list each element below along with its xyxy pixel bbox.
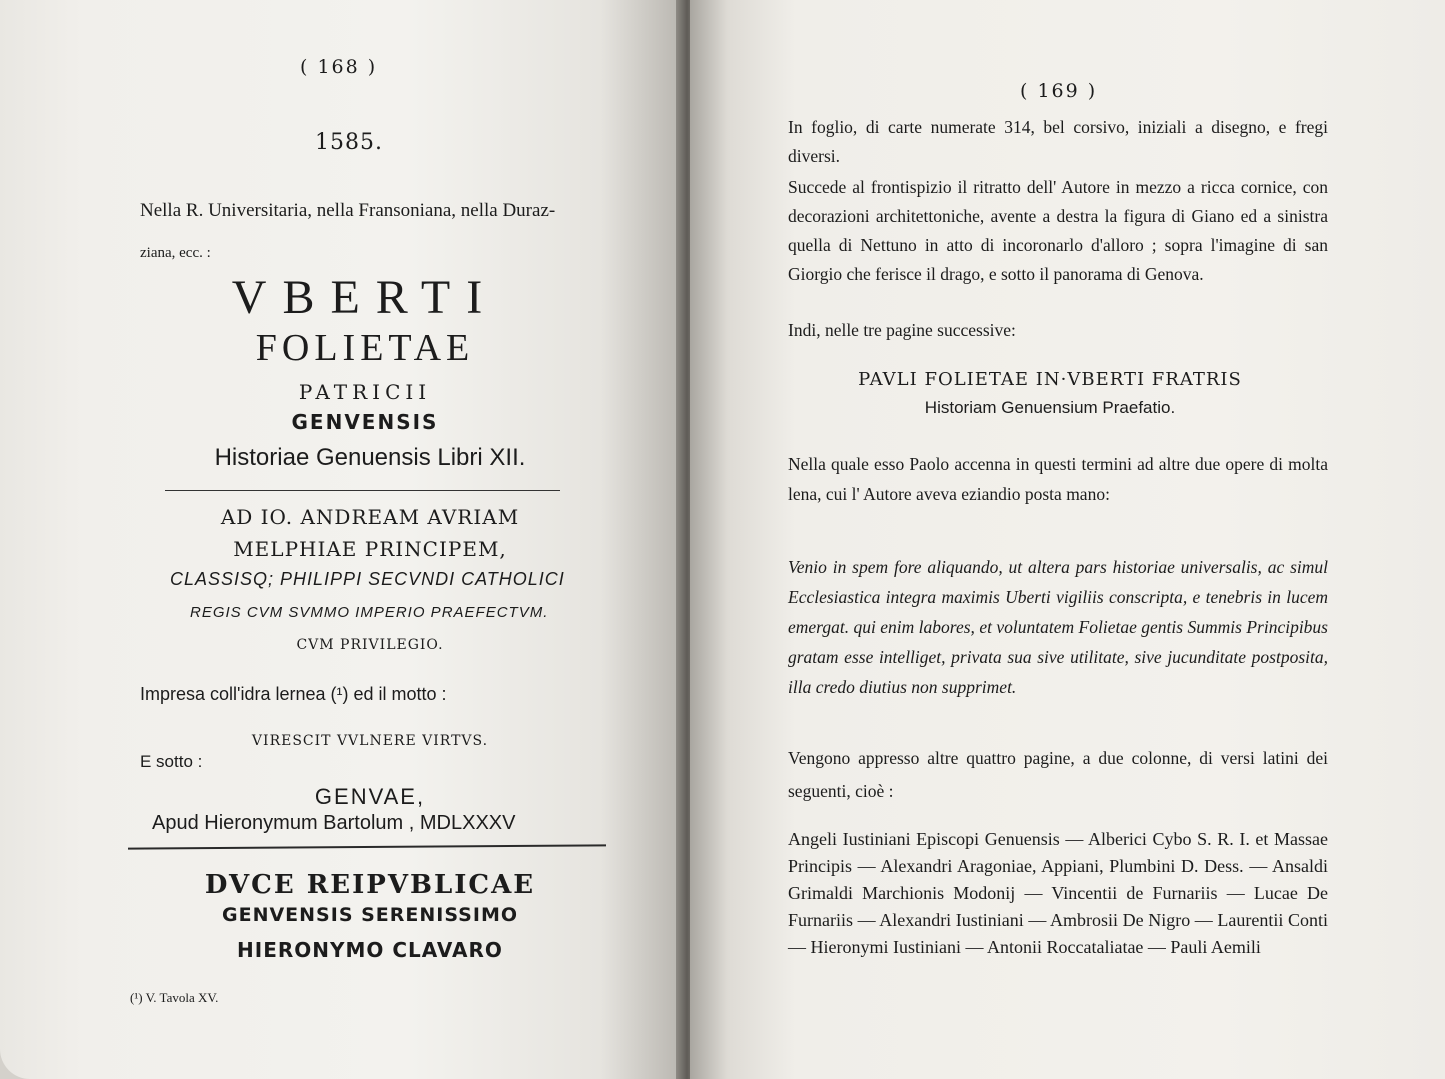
dedication-line-3: CLASSISQ; PHILIPPI SECVNDI CATHOLICI: [170, 569, 565, 589]
motto-text: VIRESCIT VVLNERE VIRTVS.: [251, 733, 489, 749]
dedication-line-1: AD IO. ANDREAM AVRIAM: [220, 505, 520, 529]
doge-line-3: HIERONYMO CLAVARO: [237, 938, 503, 962]
year-heading: 1585.: [315, 130, 383, 155]
title-genvensis: GENVENSIS: [291, 410, 439, 434]
dedication-line-4: REGIS CVM SVMMO IMPERIO PRAEFECTVM.: [190, 604, 549, 621]
title-divider: [165, 490, 560, 491]
impresa-text: Impresa coll'idra lernea (¹) ed il motto :: [140, 684, 447, 704]
doge-line-2: GENVENSIS SERENISSIMO: [222, 904, 518, 926]
title-folietae: FOLIETAE: [255, 327, 475, 369]
preface-subheading: Historiam Genuensium Praefatio.: [924, 398, 1176, 417]
page-number-168: ( 168 ): [300, 56, 378, 78]
library-intro-line1: Nella R. Universitaria, nella Fransoniana, nella Duraz-: [140, 200, 556, 221]
title-patricii: PATRICII: [298, 380, 432, 404]
title-vberti: VBERTI: [231, 271, 499, 324]
latin-quote: Venio in spem fore aliquando, ut altera pars historiae universalis, ac simul Ecclesiastica integra maximis Uberti vigiliis conscripta, e tenebris in lucem emergat. qui enim labores, et voluntatem Folietae gentis Summis Principibus gratam esse intelliget, privata sua sive utilitate, sive jucunditate postposita, illa credo diutius non supprimet.: [788, 557, 1328, 697]
paragraph-next-pages: Indi, nelle tre pagine successive:: [788, 320, 1016, 340]
page-number-169: ( 169 ): [1020, 80, 1098, 102]
paragraph-portrait: Succede al frontispizio il ritratto dell' Autore in mezzo a ricca cornice, con decorazioni architettoniche, avente a destra la figura di Giano ed a sinistra quella di Nettuno in atto di incoronarlo d'alloro ; sopra l'imagine di san Giorgio che ferisce il drago, e sotto il panorama di Genova.: [788, 177, 1328, 284]
paragraph-verses: Vengono appresso altre quattro pagine, a due colonne, di versi latini dei seguenti, cioè :: [788, 748, 1328, 801]
imprint-place: GENVAE,: [314, 784, 426, 809]
paragraph-format: In foglio, di carte numerate 314, bel corsivo, iniziali a disegno, e fregi diversi.: [788, 117, 1328, 166]
privilege-line: CVM PRIVILEGIO.: [296, 637, 444, 653]
library-intro-line2: ziana, ecc. :: [140, 245, 211, 261]
title-historiae: Historiae Genuensis Libri XII.: [214, 444, 526, 471]
library-intro: [140, 190, 555, 274]
preface-heading: PAVLI FOLIETAE IN·VBERTI FRATRIS: [858, 369, 1242, 390]
left-page: [0, 0, 682, 1079]
doge-line-1: DVCE REIPVBLICAE: [204, 870, 536, 900]
imprint-divider: [128, 844, 606, 849]
footnote: (¹) V. Tavola XV.: [130, 990, 219, 1005]
e-sotto-text: E sotto :: [140, 752, 203, 771]
dedication-line-2: MELPHIAE PRINCIPEM,: [233, 537, 507, 561]
paragraph-paolo: Nella quale esso Paolo accenna in questi termini ad altre due opere di molta lena, cui l' Autore aveva eziandio posta mano:: [788, 454, 1328, 504]
imprint-printer: Apud Hieronymum Bartolum , MDLXXXV: [152, 812, 516, 834]
names-list: Angeli Iustiniani Episcopi Genuensis — Alberici Cybo S. R. I. et Massae Principis — Alexandri Aragoniae, Appiani, Plumbini D. Dess. — Ansaldi Grimaldi Marchionis Modonij — Vincentii de Furnariis — Lucae De Furnariis — Alexandri Iustiniani — Ambrosii De Nigro — Laurentii Conti — Hieronymi Iustiniani — Antonii Roccataliatae — Pauli Aemili: [788, 829, 1328, 957]
